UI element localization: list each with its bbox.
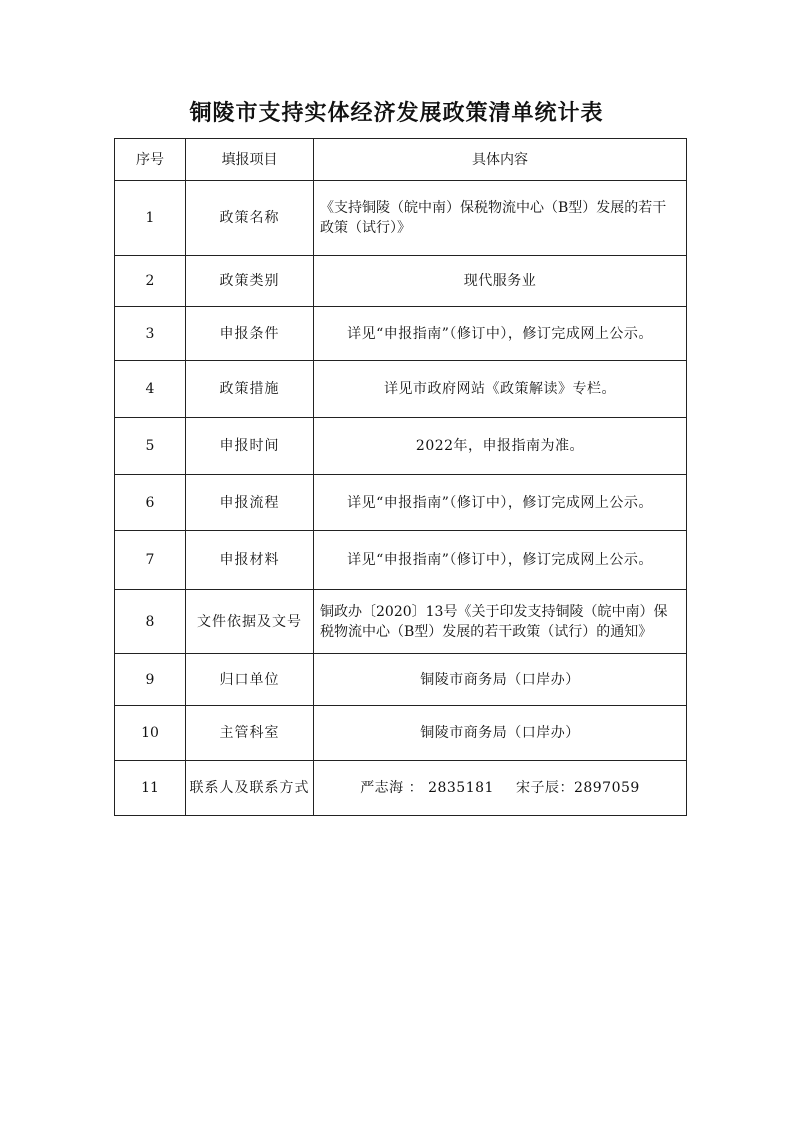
row-num: 5 [115, 418, 186, 475]
table-row [115, 475, 687, 531]
table-row [115, 307, 687, 361]
row-content: 详见“申报指南”（修订中），修订完成网上公示。 [314, 531, 687, 590]
row-num: 10 [115, 706, 186, 761]
policy-table [114, 138, 687, 816]
row-num: 2 [115, 256, 186, 307]
row-content: 铜政办〔2020〕13号《关于印发支持铜陵（皖中南）保税物流中心（B型）发展的若干政策（试行）的通知》 [314, 590, 687, 654]
row-item: 归口单位 [186, 654, 314, 706]
row-num: 9 [115, 654, 186, 706]
header-item: 填报项目 [186, 139, 314, 181]
table-row [115, 256, 687, 307]
table-row [115, 590, 687, 654]
table-row [115, 361, 687, 418]
row-content: 2022年，申报指南为准。 [314, 418, 687, 475]
page-title: 铜陵市支持实体经济发展政策清单统计表 [189, 100, 604, 126]
table-row [115, 418, 687, 475]
contact-person-2: 宋子辰：2897059 [515, 780, 640, 796]
row-item: 联系人及联系方式 [186, 761, 314, 816]
header-num: 序号 [115, 139, 186, 181]
row-num: 11 [115, 761, 186, 816]
table-row [115, 761, 687, 816]
row-num: 3 [115, 307, 186, 361]
row-content: 铜陵市商务局（口岸办） [314, 654, 687, 706]
row-item: 政策措施 [186, 361, 314, 418]
row-content [314, 761, 687, 816]
row-content: 《支持铜陵（皖中南）保税物流中心（B型）发展的若干政策（试行）》 [314, 181, 687, 256]
row-num: 4 [115, 361, 186, 418]
table-header-row [115, 139, 687, 181]
row-content: 现代服务业 [314, 256, 687, 307]
row-item: 政策名称 [186, 181, 314, 256]
row-content: 详见“申报指南”（修订中），修订完成网上公示。 [314, 307, 687, 361]
contact-person-1: 严志海 ： 2835181 [360, 780, 494, 796]
table-row [115, 654, 687, 706]
row-content: 铜陵市商务局（口岸办） [314, 706, 687, 761]
row-item: 申报流程 [186, 475, 314, 531]
table-row [115, 181, 687, 256]
row-content: 详见“申报指南”（修订中），修订完成网上公示。 [314, 475, 687, 531]
row-item: 文件依据及文号 [186, 590, 314, 654]
row-content: 详见市政府网站《政策解读》专栏。 [314, 361, 687, 418]
row-item: 申报时间 [186, 418, 314, 475]
table-row [115, 706, 687, 761]
table-row [115, 531, 687, 590]
row-item: 主管科室 [186, 706, 314, 761]
row-num: 7 [115, 531, 186, 590]
row-num: 6 [115, 475, 186, 531]
row-item: 申报材料 [186, 531, 314, 590]
header-content: 具体内容 [314, 139, 687, 181]
row-item: 申报条件 [186, 307, 314, 361]
row-num: 8 [115, 590, 186, 654]
row-item: 政策类别 [186, 256, 314, 307]
row-num: 1 [115, 181, 186, 256]
